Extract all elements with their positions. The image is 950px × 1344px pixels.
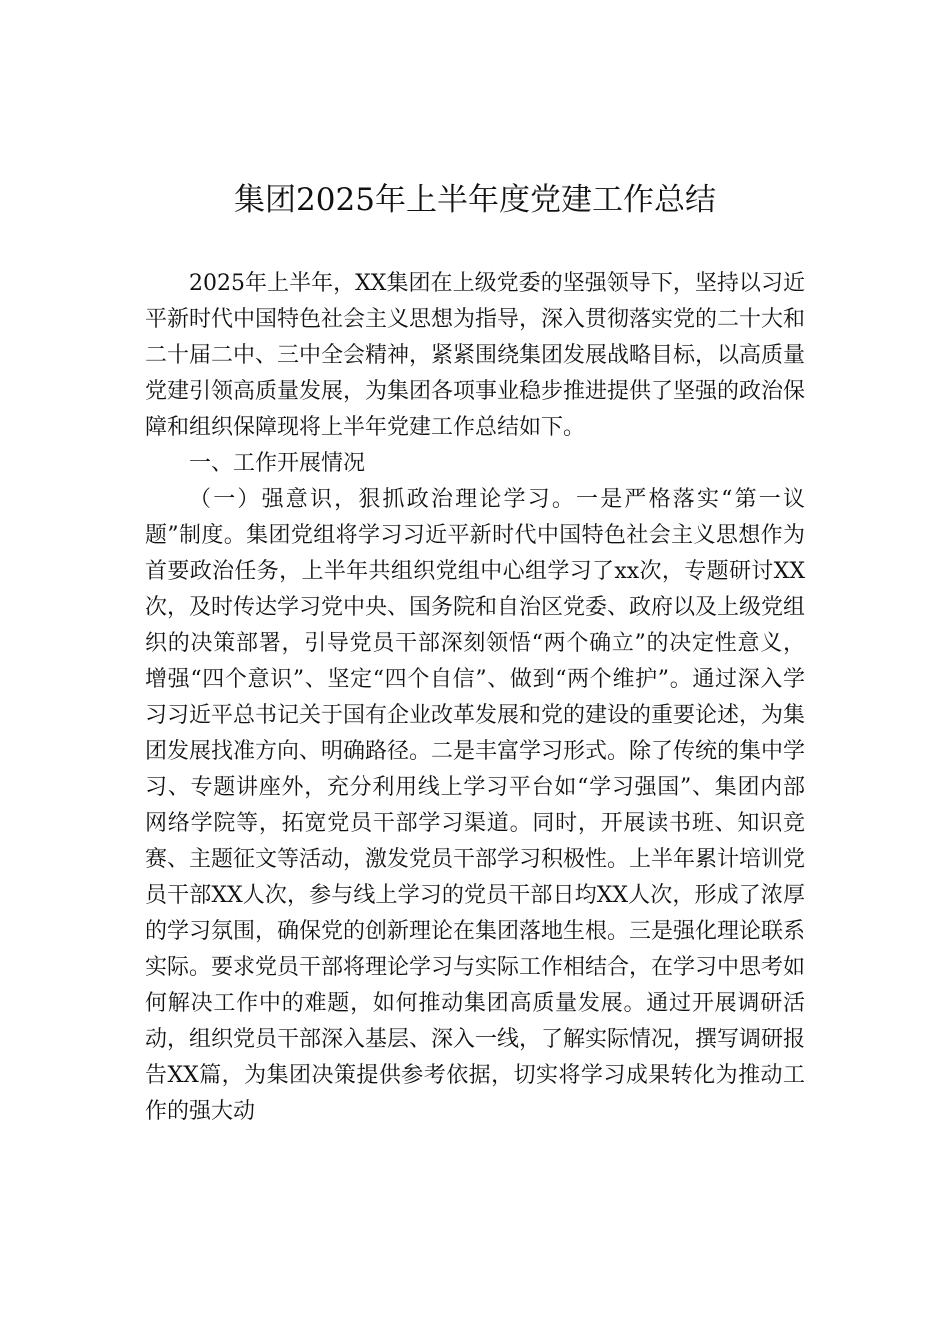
section-heading: 一、工作开展情况 — [189, 451, 366, 476]
intro-paragraph: 2025年上半年，XX集团在上级党委的坚强领导下，坚持以习近平新时代中国特色社会主义思想为指导，深入贯彻落实党的二十大和二十届二中、三中全会精神，紧紧围绕集团发展战略目标，以高质量党建引领高质量发展，为集团各项事业稳步推进提供了坚强的政治保障和组织保障现将上半年党建工作总结如下。 — [145, 271, 806, 440]
section-paragraph: （一）强意识，狠抓政治理论学习。一是严格落实“第一议题”制度。集团党组将学习习近平新时代中国特色社会主义思想作为首要政治任务，上半年共组织党组中心组学习了xx次，专题研讨XX次，及时传达学习党中央、国务院和自治区党委、政府以及上级党组织的决策部署，引导党员干部深刻领悟“两个确立”的决定性意义，增强“四个意识”、坚定“四个自信”、做到“两个维护”。通过深入学习习近平总书记关于国有企业改革发展和党的建设的重要论述，为集团发展找准方向、明确路径。二是丰富学习形式。除了传统的集中学习、专题讲座外，充分利用线上学习平台如“学习强国”、集团内部网络学院等，拓宽党员干部学习渠道。同时，开展读书班、知识竞赛、主题征文等活动，激发党员干部学习积极性。上半年累计培训党员干部XX人次，参与线上学习的党员干部日均XX人次，形成了浓厚的学习氛围，确保党的创新理论在集团落地生根。三是强化理论联系实际。要求党员干部将理论学习与实际工作相结合，在学习中思考如何解决工作中的难题，如何推动集团高质量发展。通过开展调研活动，组织党员干部深入基层、深入一线，了解实际情况，撰写调研报告XX篇，为集团决策提供参考依据，切实将学习成果转化为推动工作的强大动 — [145, 487, 806, 1124]
document-title: 集团2025年上半年度党建工作总结 — [234, 182, 716, 218]
document-body — [145, 266, 805, 1130]
